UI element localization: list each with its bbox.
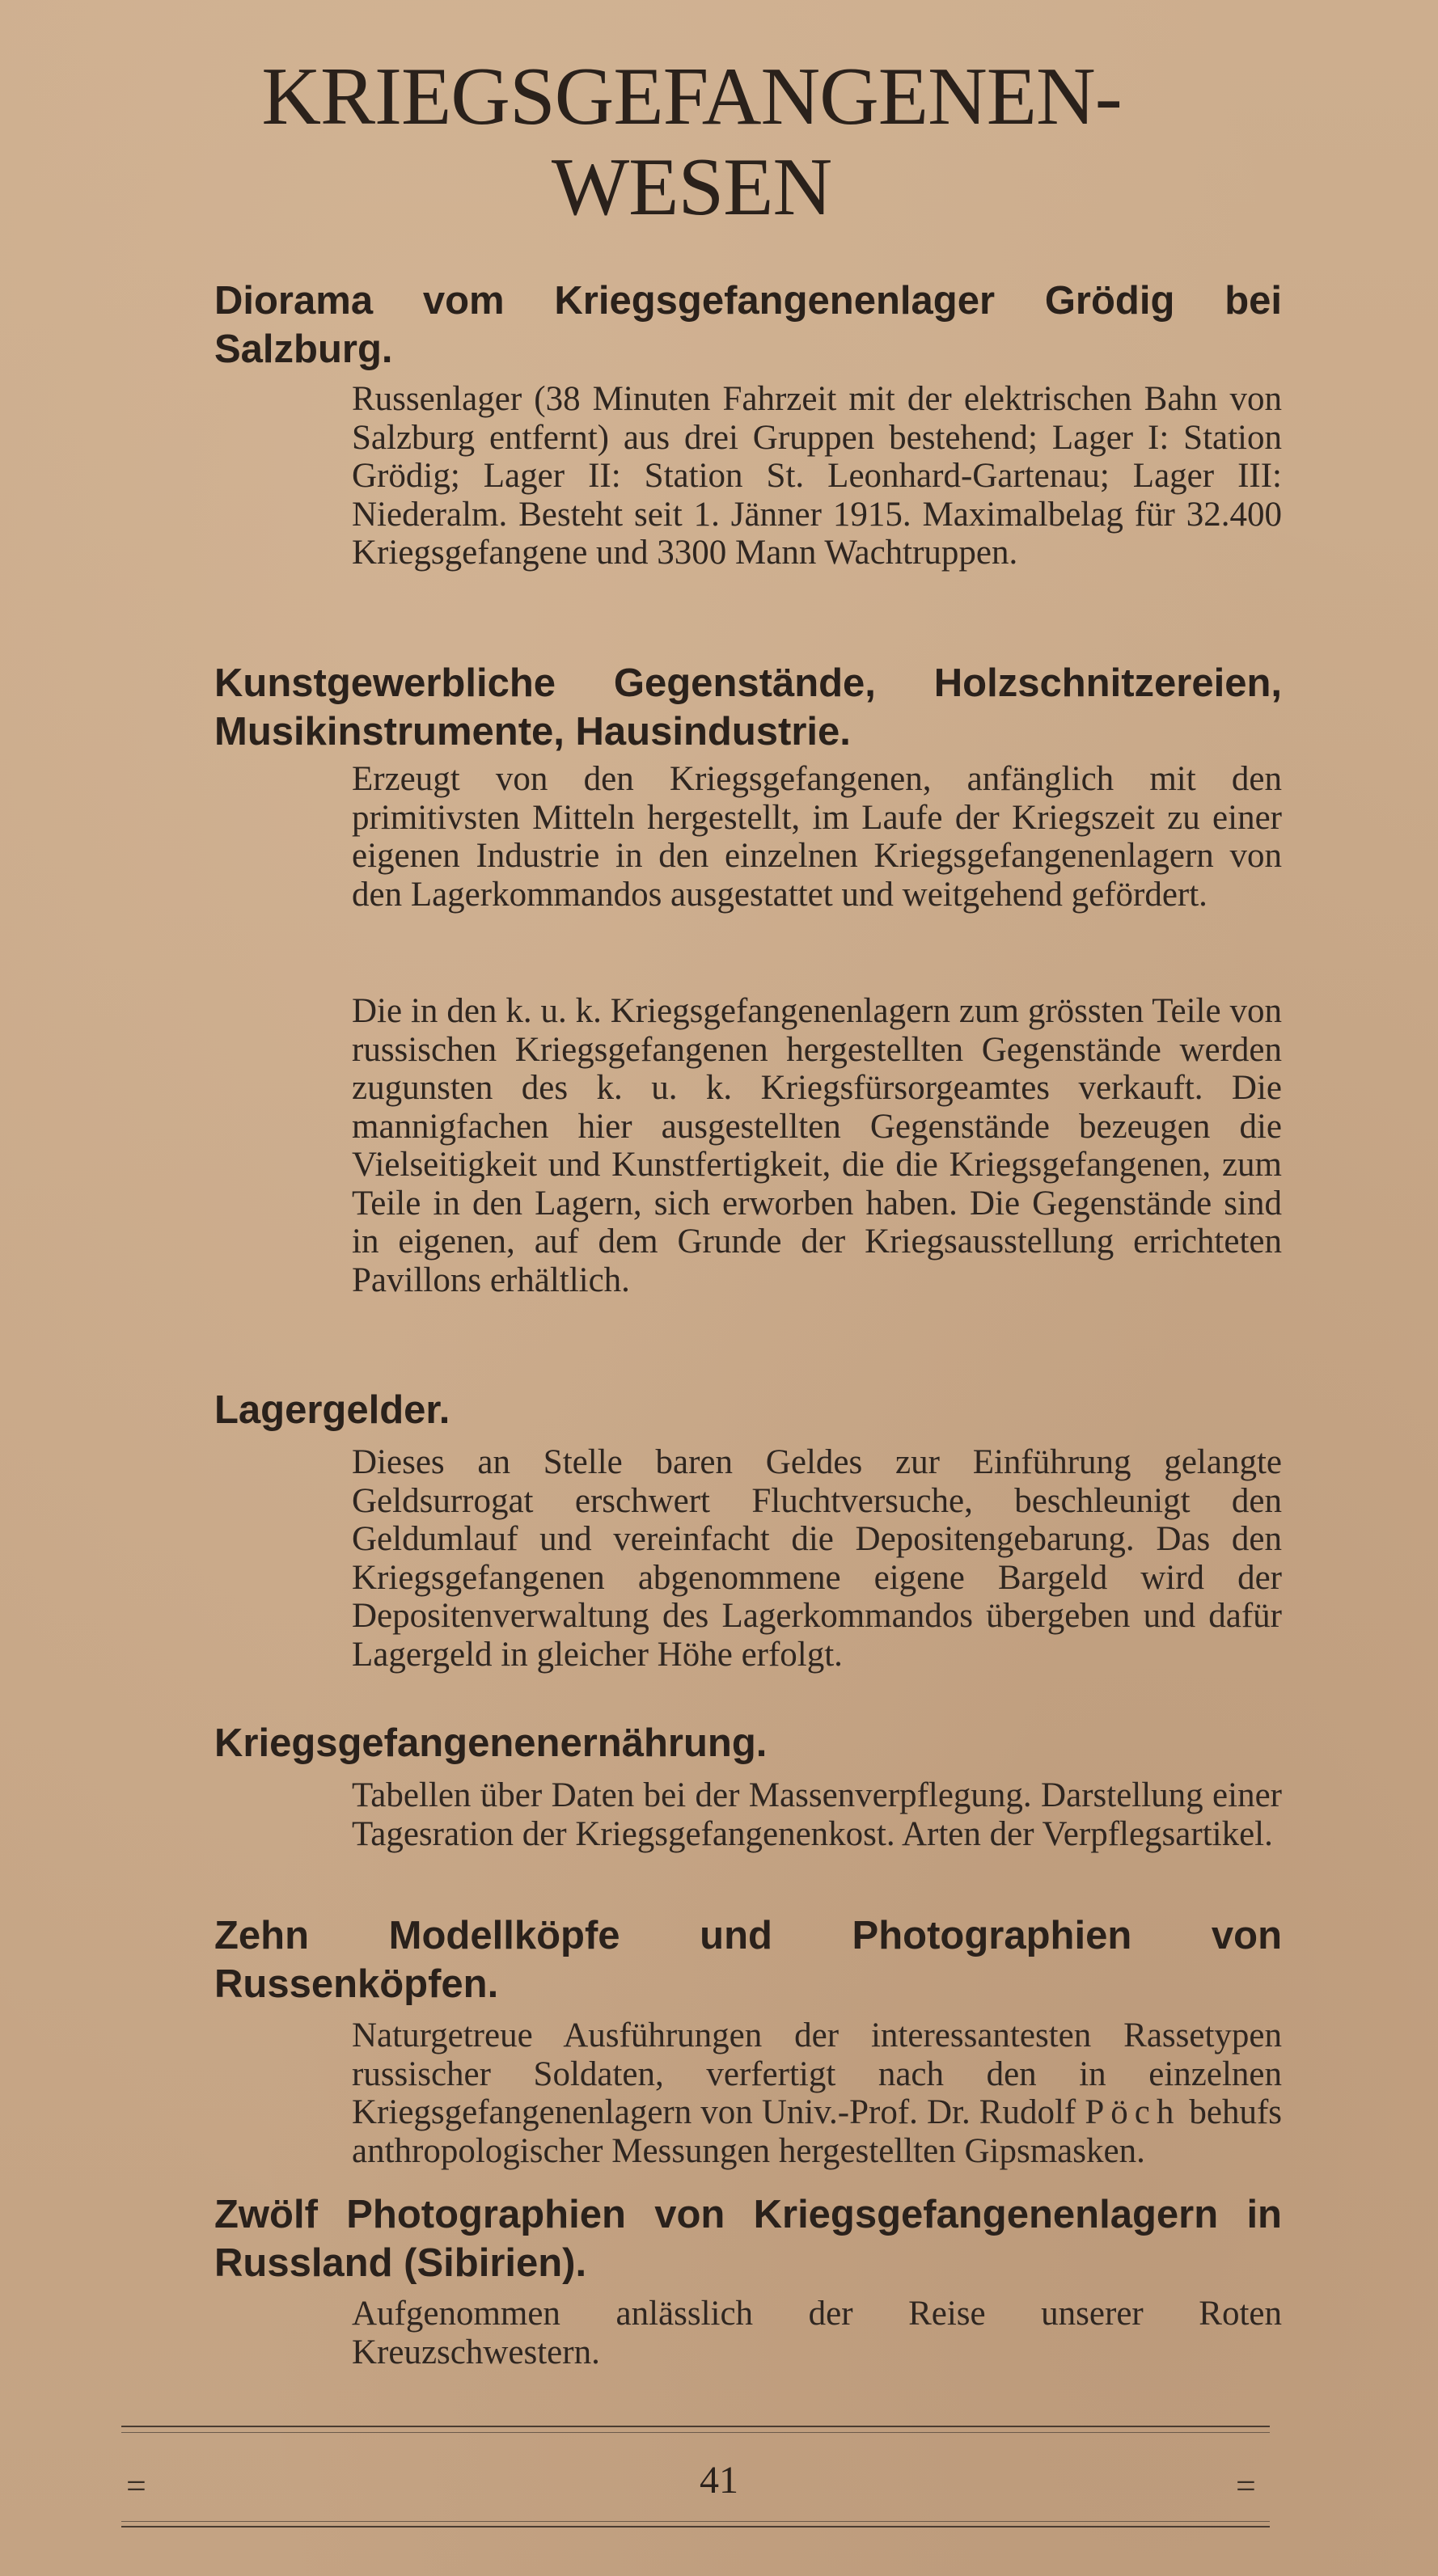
- footer-rule-top-thin: [121, 2432, 1270, 2433]
- modellkoepfe-author-name: Pöch: [1085, 2093, 1181, 2131]
- section-heading-ernaehrung: Kriegsgefangenenernährung.: [214, 1721, 768, 1765]
- section-body-modellkoepfe: [352, 2016, 1282, 2170]
- footer-rule-bottom: [121, 2526, 1270, 2527]
- section-heading-diorama: Diorama vom Kriegsgefangenenlager Grödig bei Salzburg.: [214, 279, 1282, 371]
- section-heading-modellkoepfe: Zehn Modellköpfe und Photographien von Russenköpfen.: [214, 1914, 1282, 2006]
- page-title-line-1: KRIEGSGEFANGENEN-: [261, 51, 1122, 142]
- section-heading-lagergelder: Lagergelder.: [214, 1388, 450, 1432]
- modellkoepfe-text-end: behufs anthropologischer Messungen hergestellten Gipsmasken.: [352, 2093, 1283, 2170]
- page-title-line-2: WESEN: [551, 141, 832, 233]
- section-body-kunstgewerbe-1: Erzeugt von den Kriegsgefangenen, anfänglich mit den primitivsten Mitteln hergestellt, im Laufe der Kriegszeit zu einer eigenen Industrie in den einzelnen Kriegsgefangenenlagern von den Lagerkommandos ausgestattet und weitgehend gefördert.: [352, 760, 1282, 914]
- section-body-diorama: Russenlager (38 Minuten Fahrzeit mit der elektrischen Bahn von Salzburg entfernt) aus drei Gruppen bestehend; Lager I: Station Grödig; Lager II: Station St. Leonhard-Gartenau; Lager III: Niederalm. Besteht seit 1. Jänner 1915. Maximalbelag für 32.400 Kriegsgefangene und 3300 Mann Wachtruppen.: [352, 380, 1282, 572]
- page-number: 41: [700, 2459, 738, 2502]
- section-heading-photographien: Zwölf Photographien von Kriegsgefangenenlagern in Russland (Sibirien).: [214, 2193, 1282, 2285]
- footer-rule-top: [121, 2426, 1270, 2427]
- section-heading-kunstgewerbe: Kunstgewerbliche Gegenstände, Holzschnitzereien, Musikinstrumente, Hausindustrie.: [214, 661, 1282, 754]
- section-body-lagergelder: Dieses an Stelle baren Geldes zur Einführung gelangte Geldsurrogat erschwert Fluchtversuche, beschleunigt den Geldumlauf und vereinfacht die Depositengebarung. Das den Kriegsgefangenen abgenommene eigene Bargeld wird der Depositenverwaltung des Lagerkommandos übergeben und dafür Lagergeld in gleicher Höhe erfolgt.: [352, 1443, 1282, 1674]
- section-body-kunstgewerbe-2: Die in den k. u. k. Kriegsgefangenenlagern zum grössten Teile von russischen Kriegsgefangenen hergestellten Gegenstände werden zugunsten des k. u. k. Kriegsfürsorgeamtes verkauft. Die mannigfachen hier ausgestellten Gegenstände bezeugen die Vielseitigkeit und Kunstfertigkeit, die die Kriegsgefangenen, zum Teile in den Lagern, sich erworben haben. Die Gegenstände sind in eigenen, auf dem Grunde der Kriegsausstellung errichteten Pavillons erhältlich.: [352, 992, 1282, 1299]
- section-body-photographien: Aufgenommen anlässlich der Reise unserer Roten Kreuzschwestern.: [352, 2295, 1282, 2371]
- footer-left-mark: =: [126, 2466, 146, 2506]
- footer-rule-bottom-thin: [121, 2521, 1270, 2522]
- modellkoepfe-text-start: Naturgetreue Ausführungen der interessantesten Rassetypen russischer Soldaten, verfertigt nach den in einzelnen Kriegsgefangenenlagern von Univ.-Prof. Dr. Rudolf: [352, 2016, 1282, 2131]
- footer-right-mark: =: [1236, 2466, 1256, 2506]
- section-body-ernaehrung: Tabellen über Daten bei der Massenverpflegung. Darstellung einer Tagesration der Kriegsgefangenenkost. Arten der Verpflegsartikel.: [352, 1776, 1282, 1853]
